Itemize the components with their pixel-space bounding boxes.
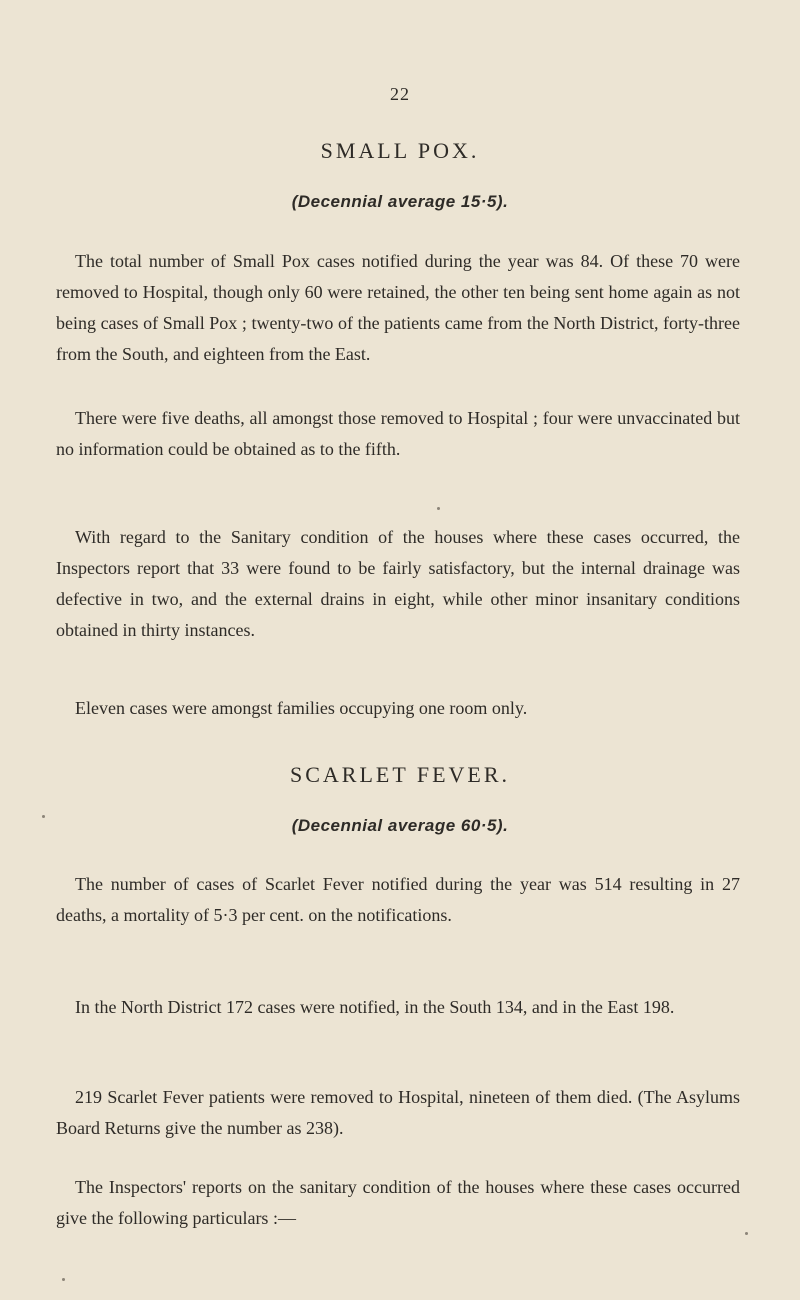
scan-speck [62,1278,65,1281]
scarlet-fever-paragraph-2: In the North District 172 cases were notified, in the South 134, and in the East 198. [75,997,675,1017]
small-pox-paragraph-2: There were five deaths, all amongst those removed to Hospital ; four were unvaccinated but no information could be obtained as to the fifth. [56,408,740,459]
scarlet-fever-paragraph-1: The number of cases of Scarlet Fever notified during the year was 514 resulting in 27 deaths, a mortality of 5·3 per cent. on the notifications. [56,874,740,925]
scarlet-fever-decennial-average: (Decennial average 60·5). [291,816,509,835]
small-pox-heading: SMALL POX. [320,138,480,163]
small-pox-paragraph-3: With regard to the Sanitary condition of the houses where these cases occurred, the Inspectors report that 33 were found to be fairly satisfactory, but the internal drainage was defective in two, and the external drains in eight, while other minor insanitary conditions obtained in thirty instances. [56,527,740,640]
scarlet-fever-paragraph-4: The Inspectors' reports on the sanitary condition of the houses where these cases occurred give the following particulars :— [56,1177,740,1228]
scarlet-fever-heading: SCARLET FEVER. [289,762,511,787]
small-pox-decennial-average: (Decennial average 15·5). [291,192,509,211]
scan-speck [42,815,45,818]
page-number: 22 [390,84,410,104]
small-pox-paragraph-4: Eleven cases were amongst families occupying one room only. [75,698,528,718]
small-pox-paragraph-1: The total number of Small Pox cases notified during the year was 84. Of these 70 were removed to Hospital, though only 60 were retained, the other ten being sent home again as not being cases of Small Pox ; twenty-two of the patients came from the North District, forty-three from the South, and eighteen from the East. [56,251,740,364]
scarlet-fever-paragraph-3: 219 Scarlet Fever patients were removed to Hospital, nineteen of them died. (The Asylums Board Returns give the number as 238). [56,1087,740,1138]
scan-speck [437,507,440,510]
scan-speck [745,1232,748,1235]
